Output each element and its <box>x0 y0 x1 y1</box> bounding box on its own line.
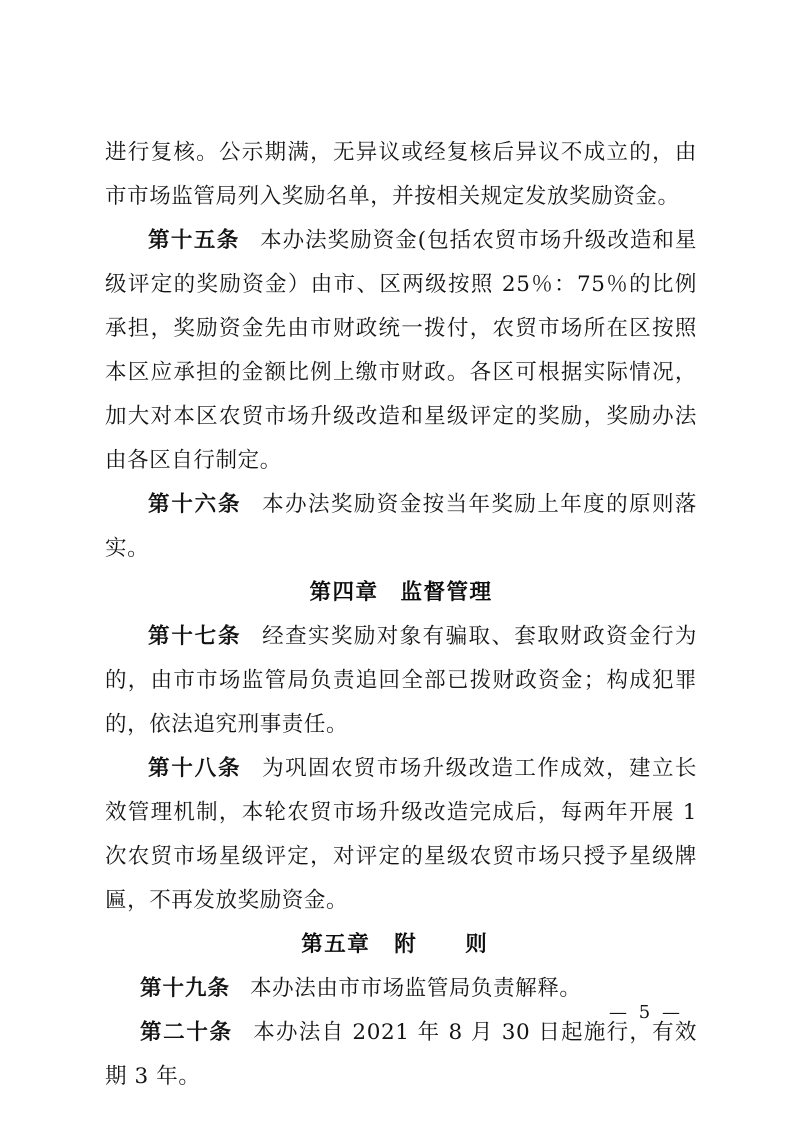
chapter-4-number: 第四章 <box>309 580 379 605</box>
article-18-text: 为巩固农贸市场升级改造工作成效，建立长效管理机制，本轮农贸市场升级改造完成后，每两年开展 1 次农贸市场星级评定，对评定的星级农贸市场只授予星级牌匾，不再发放奖励资金。 <box>105 756 697 913</box>
chapter-5-title: 附 则 <box>394 932 501 957</box>
article-17-text: 经查实奖励对象有骗取、套取财政资金行为的，由市市场监管局负责追回全部已拨财政资金；构成犯罪的，依法追究刑事责任。 <box>105 624 697 737</box>
chapter-5-number: 第五章 <box>301 932 371 957</box>
chapter-heading-5 <box>105 923 697 967</box>
article-16-text: 本办法奖励资金按当年奖励上年度的原则落实。 <box>105 492 697 561</box>
article-16-label: 第十六条 <box>148 492 242 517</box>
article-15-text: 本办法奖励资金(包括农贸市场升级改造和星级评定的奖励资金）由市、区两级按照 25％：75％的比例承担，奖励资金先由市财政统一拨付，农贸市场所在区按照本区应承担的金额比例上缴市财政。各区可根据实际情况，加大对本区农贸市场升级改造和星级评定的奖励，奖励办法由各区自行制定。 <box>105 228 697 473</box>
chapter-heading-4 <box>105 571 697 615</box>
article-15-label: 第十五条 <box>148 228 240 253</box>
article-17 <box>105 615 697 747</box>
article-19-text: 本办法由市市场监管局负责解释。 <box>250 976 582 1001</box>
article-18 <box>105 747 697 923</box>
article-17-label: 第十七条 <box>148 624 242 649</box>
paragraph-continued: 进行复核。公示期满，无异议或经复核后异议不成立的，由市市场监管局列入奖励名单，并按相关规定发放奖励资金。 <box>105 140 697 209</box>
chapter-4-title: 监督管理 <box>400 580 493 605</box>
article-20-text: 本办法自 2021 年 8 月 30 日起施行，有效期 3 年。 <box>105 1020 697 1089</box>
document-body <box>105 131 697 1099</box>
article-15 <box>105 219 697 483</box>
article-20 <box>105 1011 697 1099</box>
page-number: — 5 — <box>609 1002 683 1023</box>
article-16 <box>105 483 697 571</box>
article-18-label: 第十八条 <box>148 756 242 781</box>
article-19-label: 第十九条 <box>140 976 231 1001</box>
article-20-label: 第二十条 <box>140 1020 233 1045</box>
